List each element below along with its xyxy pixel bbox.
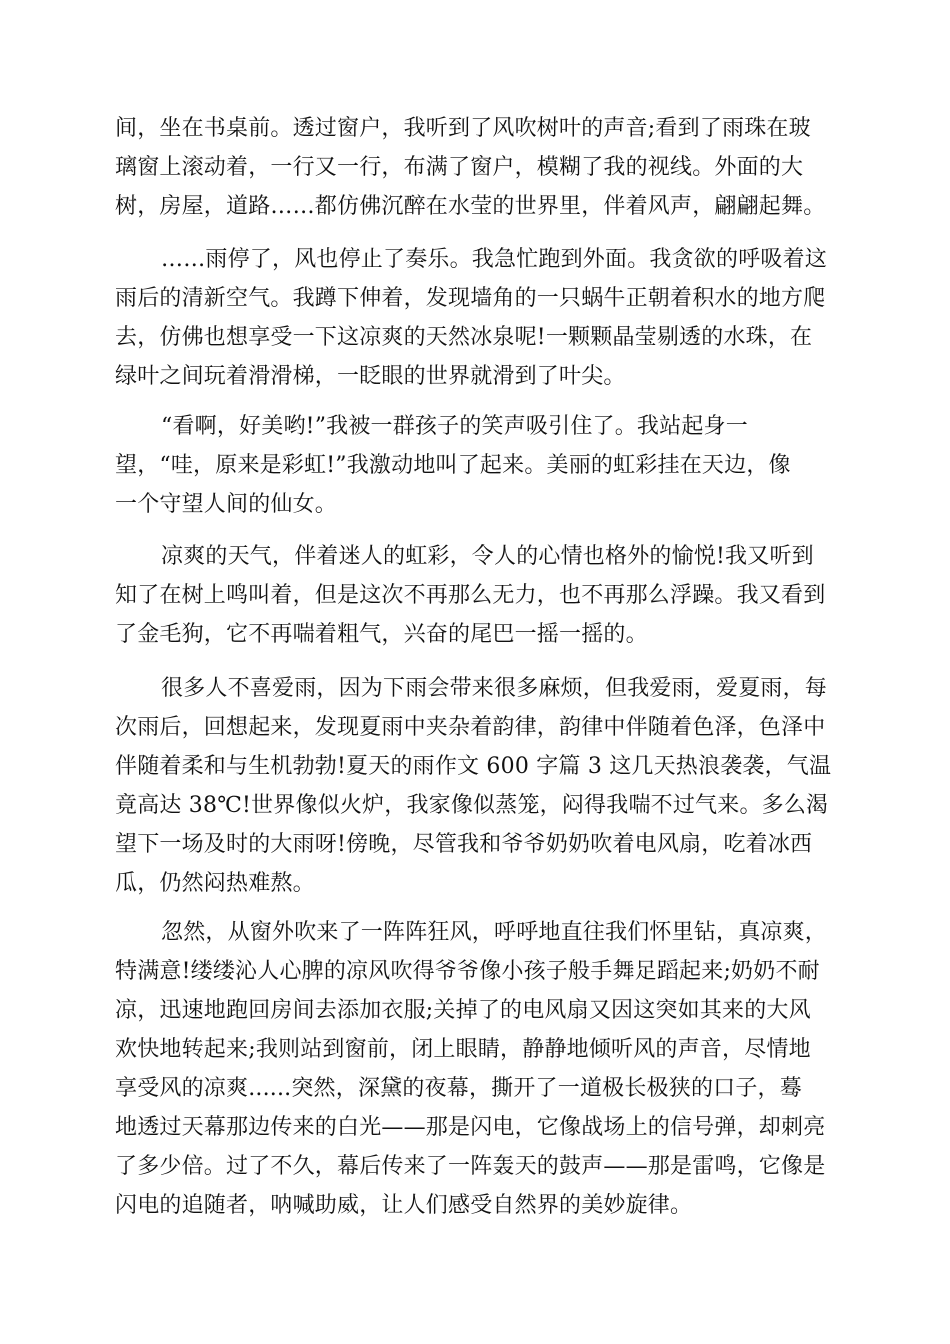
text-line: 间，坐在书桌前。透过窗户，我听到了风吹树叶的声音;看到了雨珠在玻: [115, 116, 811, 141]
text-line: 凉爽的天气，伴着迷人的虹彩，令人的心情也格外的愉悦!我又听到: [161, 544, 814, 569]
paragraph-4: [115, 537, 835, 654]
text-line: 去，仿佛也想享受一下这凉爽的天然冰泉呢!一颗颗晶莹剔透的水珠，在: [115, 325, 813, 350]
text-line: 望下一场及时的大雨呀!傍晚，尽管我和爷爷奶奶吹着电风扇，吃着冰西: [115, 832, 813, 857]
text-line: 了多少倍。过了不久，幕后传来了一阵轰天的鼓声——那是雷鸣，它像是: [115, 1154, 826, 1179]
paragraph-5: [115, 669, 835, 903]
text-line: 次雨后，回想起来，发现夏雨中夹杂着韵律，韵律中伴随着色泽，色泽中: [115, 715, 826, 740]
paragraph-2: [115, 240, 835, 396]
text-line: 竟高达 38℃!世界像似火炉，我家像似蒸笼，闷得我喘不过气来。多么渴: [115, 793, 829, 818]
text-line: ……雨停了，风也停止了奏乐。我急忙跑到外面。我贪欲的呼吸着这: [161, 247, 828, 272]
text-line: 树，房屋，道路……都仿佛沉醉在水莹的世界里，伴着风声，翩翩起舞。: [115, 194, 826, 219]
text-line: 了金毛狗，它不再喘着粗气，兴奋的尾巴一摇一摇的。: [115, 622, 648, 647]
paragraph-1: [115, 109, 835, 226]
text-line: 璃窗上滚动着，一行又一行，布满了窗户，模糊了我的视线。外面的大: [115, 155, 804, 180]
text-line: 知了在树上鸣叫着，但是这次不再那么无力，也不再那么浮躁。我又看到: [115, 583, 826, 608]
text-line: 闪电的追随者，呐喊助威，让人们感受自然界的美妙旋律。: [115, 1193, 693, 1218]
text-line: 一个守望人间的仙女。: [115, 492, 338, 517]
text-line: 欢快地转起来;我则站到窗前，闭上眼睛，静静地倾听风的声音，尽情地: [115, 1037, 811, 1062]
text-line: 忽然，从窗外吹来了一阵阵狂风，呼呼地直往我们怀里钻，真凉爽，: [161, 920, 828, 945]
text-line: 绿叶之间玩着滑滑梯，一眨眼的世界就滑到了叶尖。: [115, 364, 626, 389]
paragraph-3: [115, 407, 835, 524]
text-line: 伴随着柔和与生机勃勃!夏天的雨作文 600 字篇 3 这几天热浪袭袭，气温: [115, 754, 832, 779]
text-line: 望，“哇，原来是彩虹!”我激动地叫了起来。美丽的虹彩挂在天边，像: [115, 453, 791, 478]
text-line: 凉，迅速地跑回房间去添加衣服;关掉了的电风扇又因这突如其来的大风: [115, 998, 811, 1023]
paragraph-6: [115, 913, 835, 1225]
text-line: 很多人不喜爱雨，因为下雨会带来很多麻烦，但我爱雨，爱夏雨，每: [161, 676, 828, 701]
text-line: 雨后的清新空气。我蹲下伸着，发现墙角的一只蜗牛正朝着积水的地方爬: [115, 286, 826, 311]
text-line: 享受风的凉爽......突然，深黛的夜幕，撕开了一道极长极狭的口子，蓦: [115, 1076, 802, 1101]
text-line: 地透过天幕那边传来的白光——那是闪电，它像战场上的信号弹，却刺亮: [115, 1115, 826, 1140]
text-line: 特满意!缕缕沁人心脾的凉风吹得爷爷像小孩子般手舞足蹈起来;奶奶不耐: [115, 959, 820, 984]
text-line: 瓜，仍然闷热难熬。: [115, 871, 315, 896]
text-line: “看啊，好美哟!”我被一群孩子的笑声吸引住了。我站起身一: [161, 414, 748, 439]
